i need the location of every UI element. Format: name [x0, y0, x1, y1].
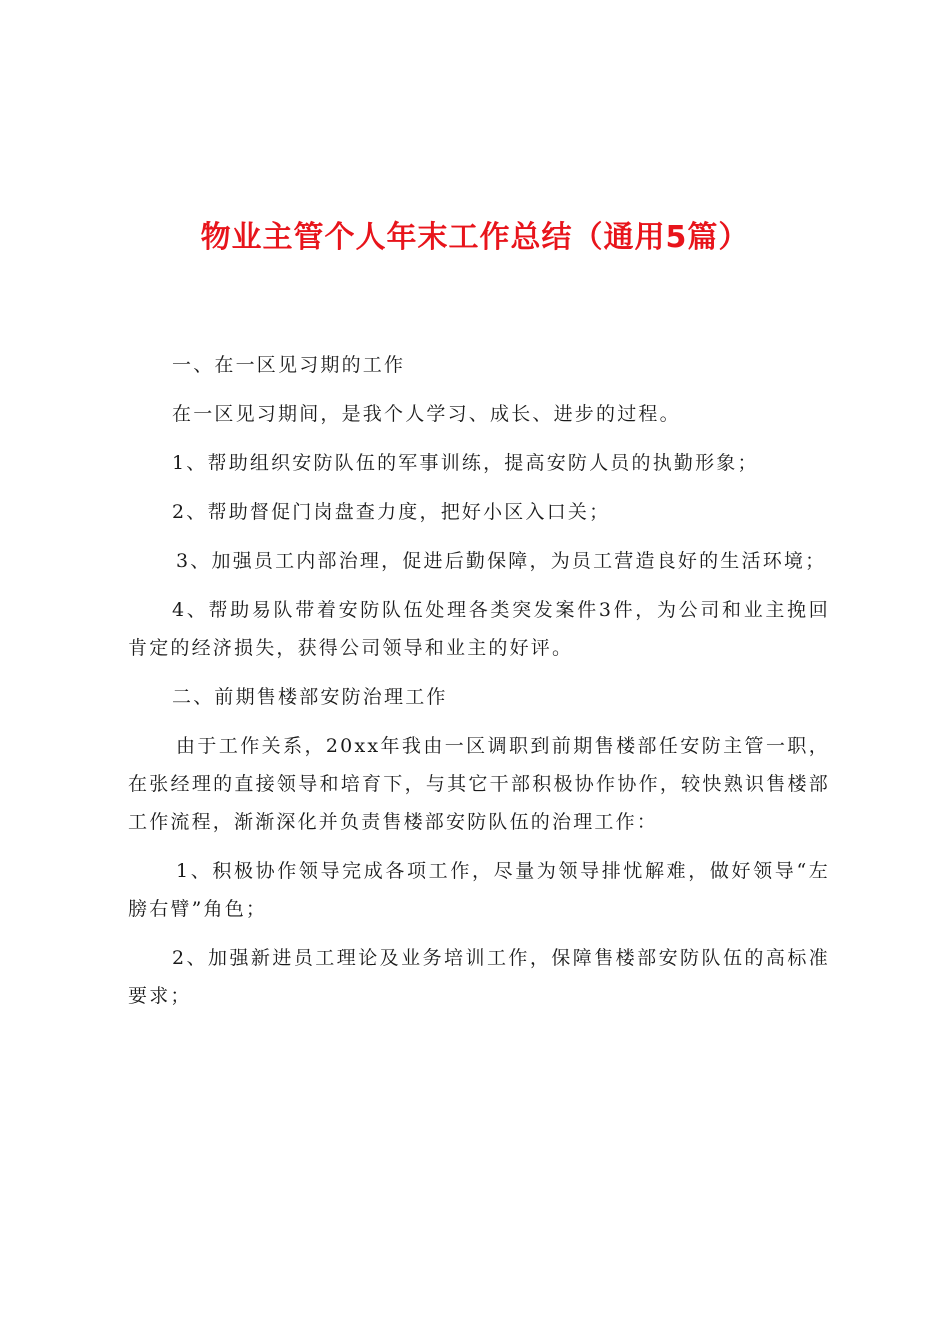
list-item: 2、加强新进员工理论及业务培训工作，保障售楼部安防队伍的高标准要求；: [128, 947, 830, 1007]
list-item: 1、帮助组织安防队伍的军事训练，提高安防人员的执勤形象；: [172, 452, 759, 474]
section-heading-1: 一、在一区见习期的工作: [172, 354, 406, 376]
list-item: 4、帮助易队带着安防队伍处理各类突发案件3件，为公司和业主挽回肯定的经济损失，获得公司领导和业主的好评。: [128, 599, 830, 659]
list-item: 3、加强员工内部治理，促进后勤保障，为员工营造良好的生活环境；: [176, 550, 827, 572]
section-heading-2: 二、前期售楼部安防治理工作: [172, 686, 448, 708]
document-title: 物业主管个人年末工作总结（通用5篇）: [200, 220, 750, 255]
list-item: 1、积极协作领导完成各项工作，尽量为领导排忧解难，做好领导“左膀右臂”角色；: [128, 860, 830, 920]
document-body: [128, 346, 830, 1026]
list-item: 2、帮助督促门岗盘查力度，把好小区入口关；: [172, 501, 611, 523]
paragraph: 由于工作关系，20xx年我由一区调职到前期售楼部任安防主管一职，在张经理的直接领导和培育下，与其它干部积极协作协作，较快熟识售楼部工作流程，渐渐深化并负责售楼部安防队伍的治理工作：: [128, 735, 830, 833]
paragraph: 在一区见习期间，是我个人学习、成长、进步的过程。: [172, 403, 681, 425]
